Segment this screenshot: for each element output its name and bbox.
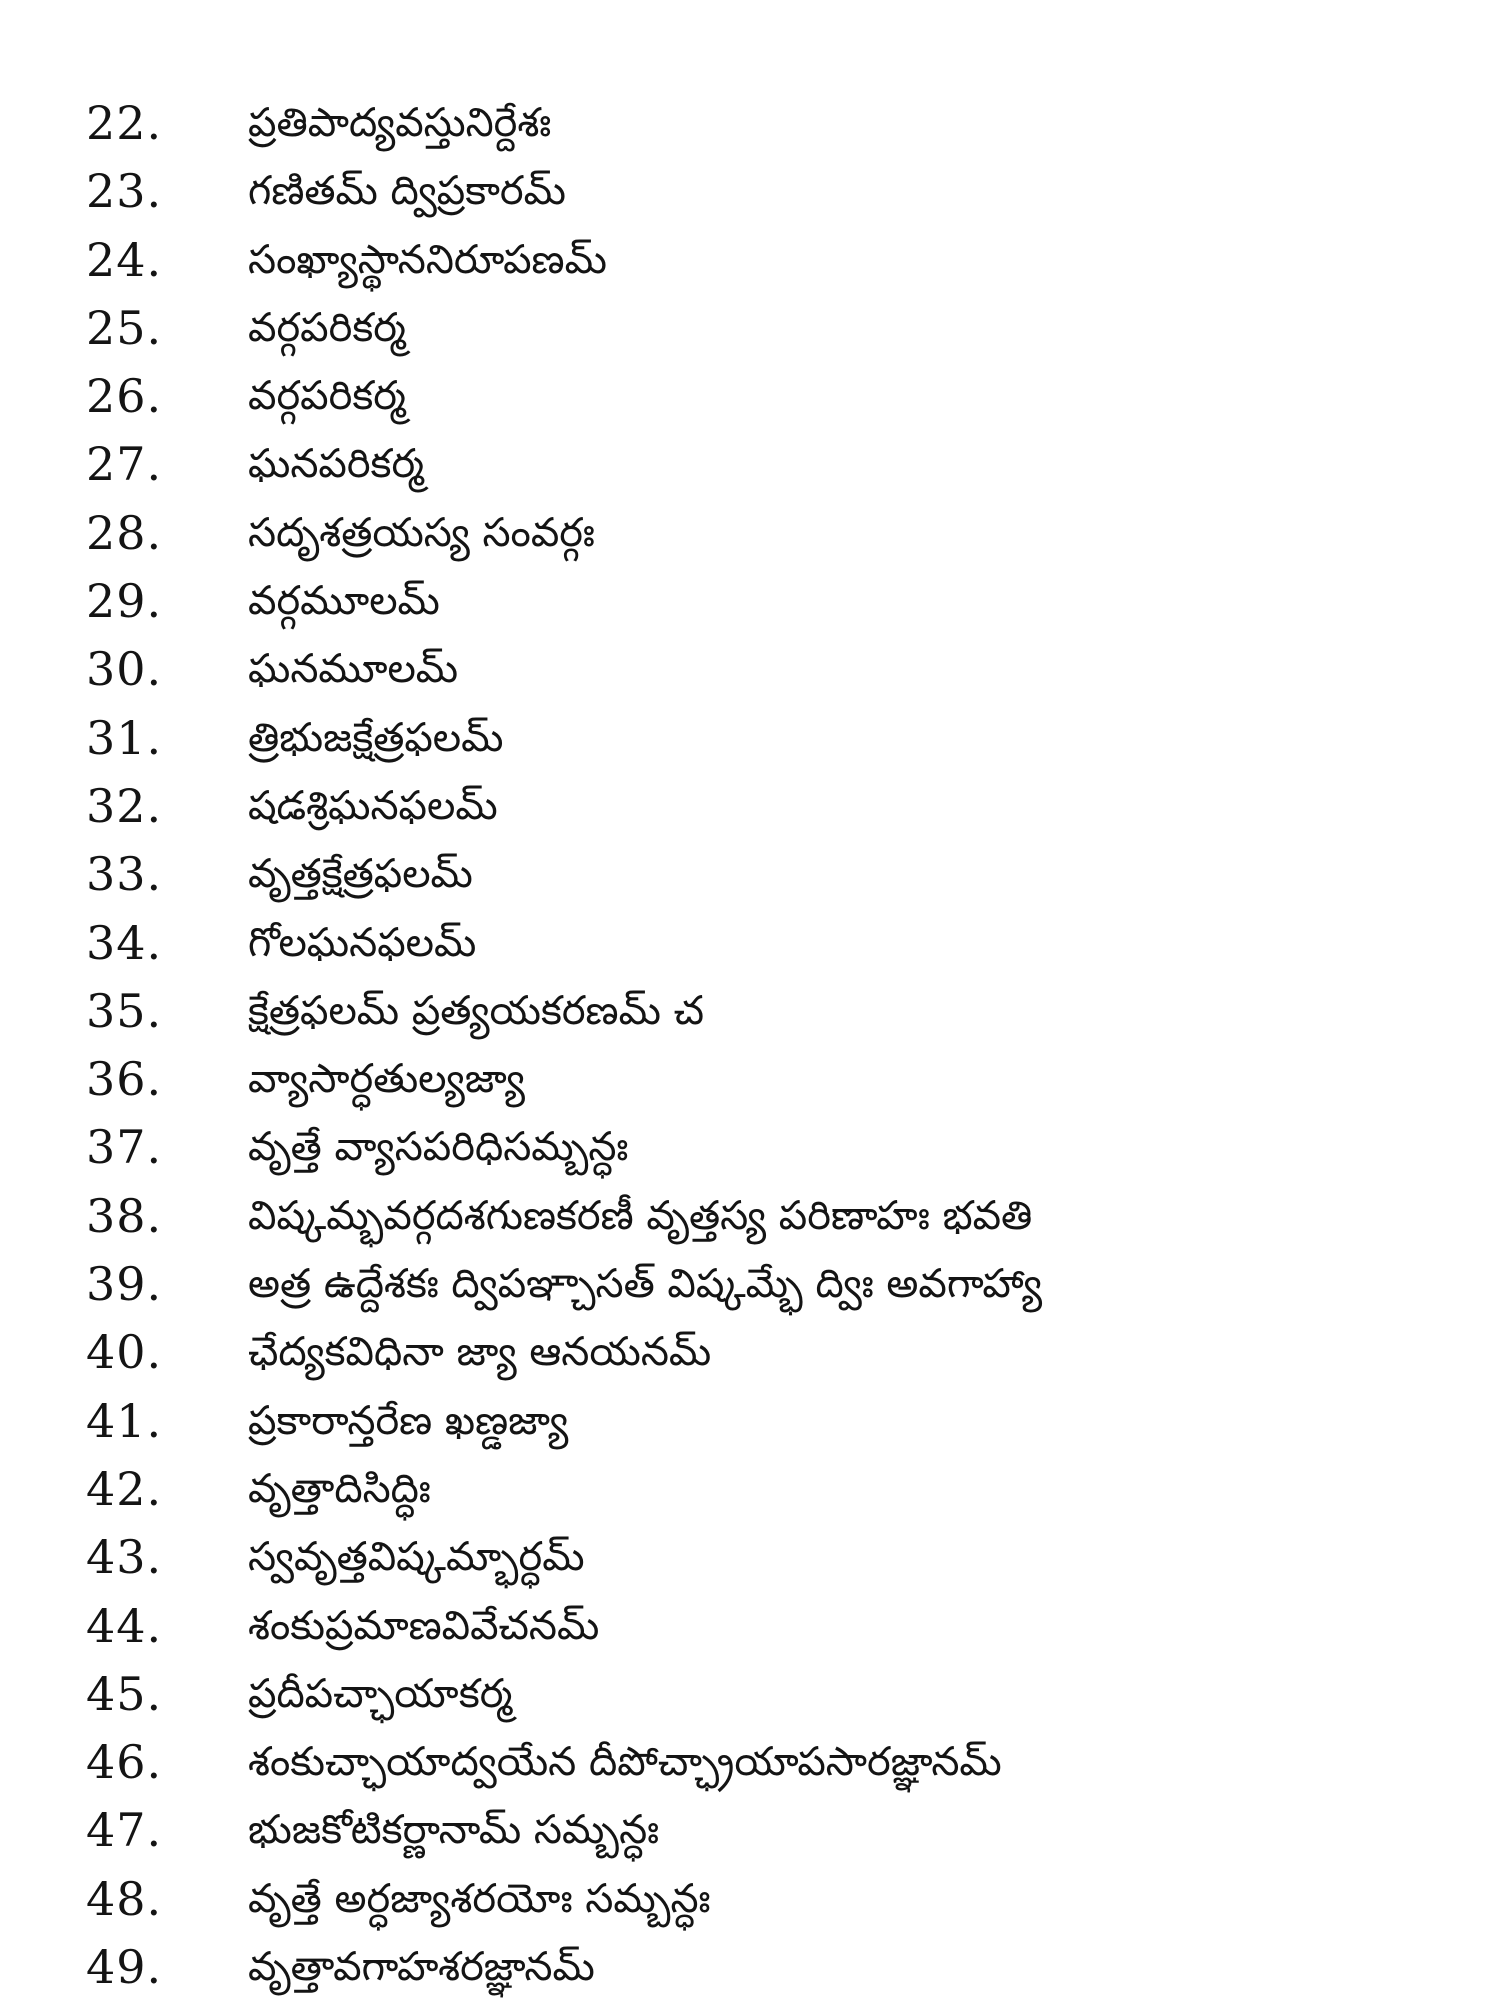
list-item: [0, 368, 1500, 436]
item-title: వృత్తాదిసిద్ధిః: [248, 1465, 431, 1512]
item-title: ప్రకారాన్తరేణ ఖణ్డజ్యా: [248, 1397, 569, 1444]
list-item: [0, 1939, 1500, 2007]
list-item: [0, 1598, 1500, 1666]
list-item: [0, 1666, 1500, 1734]
item-number: 27.: [86, 437, 163, 492]
item-number: 22.: [86, 96, 163, 150]
item-title: సంఖ్యాస్థాననిరూపణమ్: [248, 236, 607, 283]
item-title: క్షేత్రఫలమ్ ప్రత్యయకరణమ్ చ: [248, 987, 705, 1034]
item-number: 48.: [86, 1871, 163, 1926]
list-item: [0, 1734, 1500, 1802]
list-item: [0, 1256, 1500, 1324]
item-number: 25.: [86, 300, 163, 355]
item-number: 34.: [86, 915, 163, 970]
list-item: [0, 1119, 1500, 1187]
item-title: స్వవృత్తవిష్కమ్భార్ధమ్: [248, 1534, 585, 1581]
list-item: [0, 300, 1500, 368]
list-item: [0, 1461, 1500, 1529]
item-title: శంకుచ్ఛాయాద్వయేన దీపోచ్ఛ్రాయాపసారజ్ఞానమ్: [248, 1739, 1002, 1786]
item-number: 47.: [86, 1803, 163, 1858]
item-number: 29.: [86, 574, 163, 629]
item-number: 39.: [86, 1257, 163, 1312]
item-title: ప్రతిపాద్యవస్తునిర్దేశః: [248, 100, 552, 146]
item-title: సదృశత్రయస్య సంవర్గః: [248, 509, 595, 556]
item-title: ఛేద్యకవిధినా జ్యా ఆనయనమ్: [248, 1329, 712, 1376]
item-title: ప్రదీపచ్ఛాయాకర్మ: [248, 1670, 513, 1717]
item-title: విష్కమ్భవర్గదశగుణకరణీ వృత్తస్య పరిణాహః భవతి: [248, 1192, 1033, 1239]
item-number: 44.: [86, 1598, 163, 1653]
item-number: 32.: [86, 778, 163, 833]
item-number: 37.: [86, 1120, 163, 1175]
item-number: 33.: [86, 847, 163, 902]
item-title: గోలఘనఫలమ్: [248, 919, 477, 966]
item-title: వర్గపరికర్మ: [248, 304, 406, 351]
item-number: 43.: [86, 1530, 163, 1585]
list-item: [0, 983, 1500, 1051]
list-item: [0, 95, 1500, 163]
item-title: వృత్తే అర్ధజ్యాశరయోః సమ్బన్ధః: [248, 1875, 711, 1922]
list-item: [0, 1393, 1500, 1461]
contents-list: [0, 95, 1500, 2007]
list-item: [0, 778, 1500, 846]
item-number: 26.: [86, 369, 163, 424]
item-number: 24.: [86, 232, 163, 287]
item-title: ఘనపరికర్మ: [248, 441, 425, 488]
item-title: గణితమ్ ద్విప్రకారమ్: [248, 168, 566, 215]
list-item: [0, 641, 1500, 709]
item-number: 45.: [86, 1666, 163, 1721]
item-title: త్రిభుజక్షేత్రఫలమ్: [248, 714, 504, 761]
list-item: [0, 573, 1500, 641]
item-number: 49.: [86, 1940, 163, 1995]
item-number: 28.: [86, 505, 163, 560]
item-number: 41.: [86, 1393, 163, 1448]
list-item: [0, 1529, 1500, 1597]
list-item: [0, 1871, 1500, 1939]
list-item: [0, 436, 1500, 504]
item-number: 35.: [86, 983, 163, 1038]
item-title: ఘనమూలమ్: [248, 646, 459, 693]
item-title: అత్ర ఉద్దేశకః ద్విపఞ్చాసత్ విష్కమ్భే ద్విః అవగాహ్యా: [248, 1261, 1043, 1308]
item-number: 38.: [86, 1188, 163, 1243]
list-item: [0, 505, 1500, 573]
item-title: వ్యాసార్ధతుల్యజ్యా: [248, 1056, 525, 1103]
list-item: [0, 846, 1500, 914]
item-title: వర్గపరికర్మ: [248, 373, 406, 420]
item-title: శంకుప్రమాణవివేచనమ్: [248, 1602, 600, 1649]
item-number: 40.: [86, 1325, 163, 1380]
list-item: [0, 163, 1500, 231]
list-item: [0, 232, 1500, 300]
list-item: [0, 1051, 1500, 1119]
item-number: 36.: [86, 1052, 163, 1107]
list-item: [0, 1802, 1500, 1870]
list-item: [0, 710, 1500, 778]
item-title: వృత్తావగాహశరజ్ఞానమ్: [248, 1944, 595, 1991]
list-item: [0, 1324, 1500, 1392]
item-title: భుజకోటికర్ణానామ్ సమ్బన్ధః: [248, 1807, 660, 1854]
item-title: వృత్తే వ్యాసపరిధిసమ్బన్ధః: [248, 1124, 629, 1171]
item-title: వృత్తక్షేత్రఫలమ్: [248, 851, 473, 898]
list-item: [0, 915, 1500, 983]
list-item: [0, 1188, 1500, 1256]
item-number: 46.: [86, 1735, 163, 1790]
item-title: వర్గమూలమ్: [248, 578, 440, 625]
item-number: 30.: [86, 642, 163, 697]
item-number: 23.: [86, 164, 163, 219]
item-number: 31.: [86, 710, 163, 765]
item-number: 42.: [86, 1461, 163, 1516]
item-title: షడశ్రిఘనఫలమ్: [248, 782, 498, 829]
